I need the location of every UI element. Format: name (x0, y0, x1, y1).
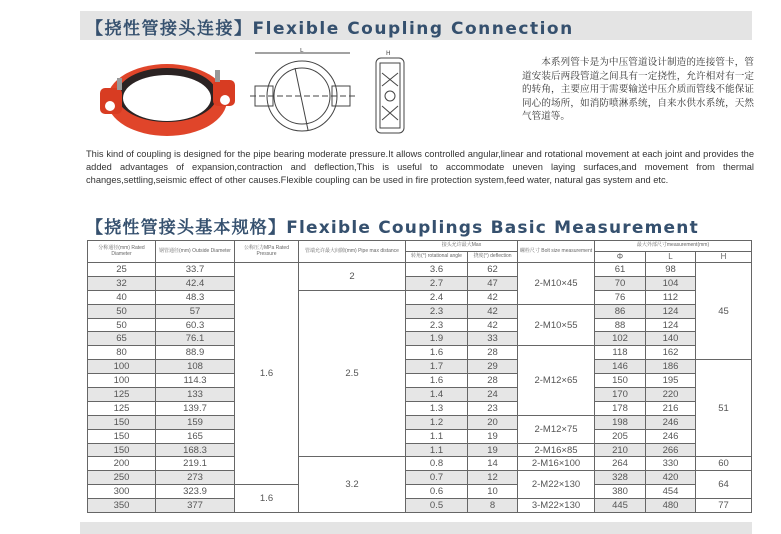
h-cell: 64 (696, 471, 752, 499)
table-row (88, 332, 752, 346)
description-chinese: 本系列管卡是为中压管道设计制造的连接管卡，管道安装后两段管道之间具有一定挠性，允许相对有一定的转角，主要应用于需要输送中压介质而管线不能保证同心的场所，如消防喷淋系统，自来水供水系统，天然气管道等。 (522, 57, 754, 123)
rot-angle-cell: 1.6 (406, 346, 468, 360)
deflection-cell: 28 (468, 374, 518, 388)
bolt-cell: 2-M16×100 (518, 457, 595, 471)
table-row (88, 485, 752, 499)
deflection-cell: 29 (468, 360, 518, 374)
bolt-cell: 2-M10×55 (518, 304, 595, 346)
table-row (88, 388, 752, 402)
phi-cell: 76 (595, 290, 646, 304)
l-cell: 140 (646, 332, 696, 346)
header-bolt: 螺栓尺寸 Bolt size measurement (518, 241, 595, 263)
header-rated-diameter: 分称通径(mm) Rated Diameter (88, 241, 156, 263)
l-cell: 246 (646, 415, 696, 429)
l-cell: 195 (646, 374, 696, 388)
outside-diameter-cell: 377 (156, 499, 235, 513)
phi-cell: 102 (595, 332, 646, 346)
rated-diameter-cell: 32 (88, 276, 156, 290)
phi-cell: 170 (595, 388, 646, 402)
deflection-cell: 28 (468, 346, 518, 360)
rot-angle-cell: 1.9 (406, 332, 468, 346)
l-cell: 330 (646, 457, 696, 471)
height-label: H (386, 50, 391, 57)
phi-cell: 118 (595, 346, 646, 360)
rot-angle-cell: 1.3 (406, 401, 468, 415)
bolt-cell: 2-M12×75 (518, 415, 595, 443)
deflection-cell: 8 (468, 499, 518, 513)
rated-diameter-cell: 125 (88, 388, 156, 402)
header-measurement: 最大外部尺寸measurement(mm) (595, 241, 752, 252)
rot-angle-cell: 2.3 (406, 318, 468, 332)
table-row (88, 290, 752, 304)
rot-angle-cell: 1.2 (406, 415, 468, 429)
outside-diameter-cell: 60.3 (156, 318, 235, 332)
table-row (88, 304, 752, 318)
phi-cell: 198 (595, 415, 646, 429)
header-l: L (646, 252, 696, 263)
header-deflection: 挠度(°) deflection (468, 252, 518, 263)
phi-cell: 70 (595, 276, 646, 290)
deflection-cell: 20 (468, 415, 518, 429)
l-cell: 112 (646, 290, 696, 304)
rated-diameter-cell: 50 (88, 318, 156, 332)
bolt-cell: 2-M22×130 (518, 471, 595, 499)
outside-diameter-cell: 108 (156, 360, 235, 374)
rot-angle-cell: 0.7 (406, 471, 468, 485)
table-row (88, 374, 752, 388)
phi-cell: 328 (595, 471, 646, 485)
rot-angle-cell: 3.6 (406, 263, 468, 277)
phi-cell: 178 (595, 401, 646, 415)
distance-cell: 2.5 (299, 290, 406, 457)
distance-cell: 2 (299, 263, 406, 291)
rated-diameter-cell: 150 (88, 443, 156, 457)
outside-diameter-cell: 219.1 (156, 457, 235, 471)
footer-band (80, 522, 752, 534)
deflection-cell: 33 (468, 332, 518, 346)
bolt-cell: 2-M12×65 (518, 346, 595, 415)
pressure-cell: 1.6 (235, 485, 299, 513)
l-cell: 220 (646, 388, 696, 402)
outside-diameter-cell: 139.7 (156, 401, 235, 415)
table-row (88, 457, 752, 471)
outside-diameter-cell: 33.7 (156, 263, 235, 277)
deflection-cell: 19 (468, 443, 518, 457)
table-row (88, 443, 752, 457)
h-cell: 60 (696, 457, 752, 471)
deflection-cell: 24 (468, 388, 518, 402)
phi-cell: 210 (595, 443, 646, 457)
front-view-drawing (250, 48, 360, 138)
deflection-cell: 42 (468, 290, 518, 304)
deflection-cell: 23 (468, 401, 518, 415)
rot-angle-cell: 1.1 (406, 429, 468, 443)
table-row (88, 263, 752, 277)
rot-angle-cell: 1.6 (406, 374, 468, 388)
rated-diameter-cell: 125 (88, 401, 156, 415)
deflection-cell: 42 (468, 304, 518, 318)
header-joint-max: 接头允许最大Max (406, 241, 518, 252)
length-label: L (300, 48, 304, 54)
coupling-photo (95, 48, 240, 143)
table-row (88, 415, 752, 429)
rot-angle-cell: 0.8 (406, 457, 468, 471)
l-cell: 420 (646, 471, 696, 485)
outside-diameter-cell: 42.4 (156, 276, 235, 290)
rated-diameter-cell: 100 (88, 374, 156, 388)
rated-diameter-cell: 250 (88, 471, 156, 485)
phi-cell: 88 (595, 318, 646, 332)
outside-diameter-cell: 133 (156, 388, 235, 402)
outside-diameter-cell: 159 (156, 415, 235, 429)
h-cell: 45 (696, 263, 752, 360)
rated-diameter-cell: 150 (88, 429, 156, 443)
table-row (88, 471, 752, 485)
l-cell: 480 (646, 499, 696, 513)
outside-diameter-cell: 165 (156, 429, 235, 443)
l-cell: 162 (646, 346, 696, 360)
rot-angle-cell: 1.1 (406, 443, 468, 457)
l-cell: 124 (646, 318, 696, 332)
deflection-cell: 12 (468, 471, 518, 485)
table-row (88, 499, 752, 513)
phi-cell: 205 (595, 429, 646, 443)
deflection-cell: 62 (468, 263, 518, 277)
rated-diameter-cell: 80 (88, 346, 156, 360)
rated-diameter-cell: 65 (88, 332, 156, 346)
table-row (88, 360, 752, 374)
outside-diameter-cell: 168.3 (156, 443, 235, 457)
bolt-cell: 2-M10×45 (518, 263, 595, 305)
outside-diameter-cell: 273 (156, 471, 235, 485)
l-cell: 216 (646, 401, 696, 415)
table-row (88, 346, 752, 360)
h-cell: 51 (696, 360, 752, 457)
l-cell: 246 (646, 429, 696, 443)
outside-diameter-cell: 48.3 (156, 290, 235, 304)
l-cell: 98 (646, 263, 696, 277)
l-cell: 266 (646, 443, 696, 457)
bolt-cell: 3-M22×130 (518, 499, 595, 513)
phi-cell: 150 (595, 374, 646, 388)
l-cell: 454 (646, 485, 696, 499)
description-english: This kind of coupling is designed for the pipe bearing moderate pressure.It allows controlled angular,linear and rotational movement at each joint and provides the added advantages of expansion,contraction and deflection,This is useful to accommodate uneven laying surfaces,and movement from thermal changes,settling,seismic effect of other causes.Flexible coupling can be used in fire protection system,feed water, natural gas system and etc. (86, 149, 754, 186)
rated-diameter-cell: 350 (88, 499, 156, 513)
phi-cell: 86 (595, 304, 646, 318)
distance-cell: 3.2 (299, 457, 406, 513)
spec-title: 【挠性管接头基本规格】Flexible Couplings Basic Measurement (86, 218, 699, 238)
rot-angle-cell: 1.7 (406, 360, 468, 374)
rot-angle-cell: 1.4 (406, 388, 468, 402)
rot-angle-cell: 2.7 (406, 276, 468, 290)
header-h: H (696, 252, 752, 263)
table-row (88, 276, 752, 290)
pressure-cell: 1.6 (235, 263, 299, 485)
side-view-drawing (370, 48, 415, 138)
header-phi: Φ (595, 252, 646, 263)
outside-diameter-cell: 57 (156, 304, 235, 318)
spec-table (87, 240, 752, 513)
page-title: 【挠性管接头连接】Flexible Coupling Connection (86, 19, 574, 39)
l-cell: 186 (646, 360, 696, 374)
header-rot-angle: 转角(°) rotational angle (406, 252, 468, 263)
rated-diameter-cell: 40 (88, 290, 156, 304)
rated-diameter-cell: 150 (88, 415, 156, 429)
outside-diameter-cell: 88.9 (156, 346, 235, 360)
outside-diameter-cell: 323.9 (156, 485, 235, 499)
l-cell: 104 (646, 276, 696, 290)
bolt-cell: 2-M16×85 (518, 443, 595, 457)
phi-cell: 61 (595, 263, 646, 277)
deflection-cell: 10 (468, 485, 518, 499)
table-row (88, 401, 752, 415)
rated-diameter-cell: 100 (88, 360, 156, 374)
header-rated-pressure: 公称压力MPa Rated Pressure (235, 241, 299, 263)
phi-cell: 380 (595, 485, 646, 499)
rot-angle-cell: 2.3 (406, 304, 468, 318)
rated-diameter-cell: 200 (88, 457, 156, 471)
spec-table-body (88, 263, 752, 513)
rated-diameter-cell: 50 (88, 304, 156, 318)
phi-cell: 264 (595, 457, 646, 471)
phi-cell: 445 (595, 499, 646, 513)
outside-diameter-cell: 114.3 (156, 374, 235, 388)
outside-diameter-cell: 76.1 (156, 332, 235, 346)
header-outside-diameter: 钢管通径(mm) Outside Diameter (156, 241, 235, 263)
table-row (88, 318, 752, 332)
rated-diameter-cell: 300 (88, 485, 156, 499)
rot-angle-cell: 0.5 (406, 499, 468, 513)
table-row (88, 429, 752, 443)
h-cell: 77 (696, 499, 752, 513)
l-cell: 124 (646, 304, 696, 318)
deflection-cell: 42 (468, 318, 518, 332)
rot-angle-cell: 2.4 (406, 290, 468, 304)
rot-angle-cell: 0.6 (406, 485, 468, 499)
rated-diameter-cell: 25 (88, 263, 156, 277)
deflection-cell: 47 (468, 276, 518, 290)
header-pipe-distance: 管端允许最大间隙(mm) Pipe max distance (299, 241, 406, 263)
deflection-cell: 19 (468, 429, 518, 443)
deflection-cell: 14 (468, 457, 518, 471)
phi-cell: 146 (595, 360, 646, 374)
